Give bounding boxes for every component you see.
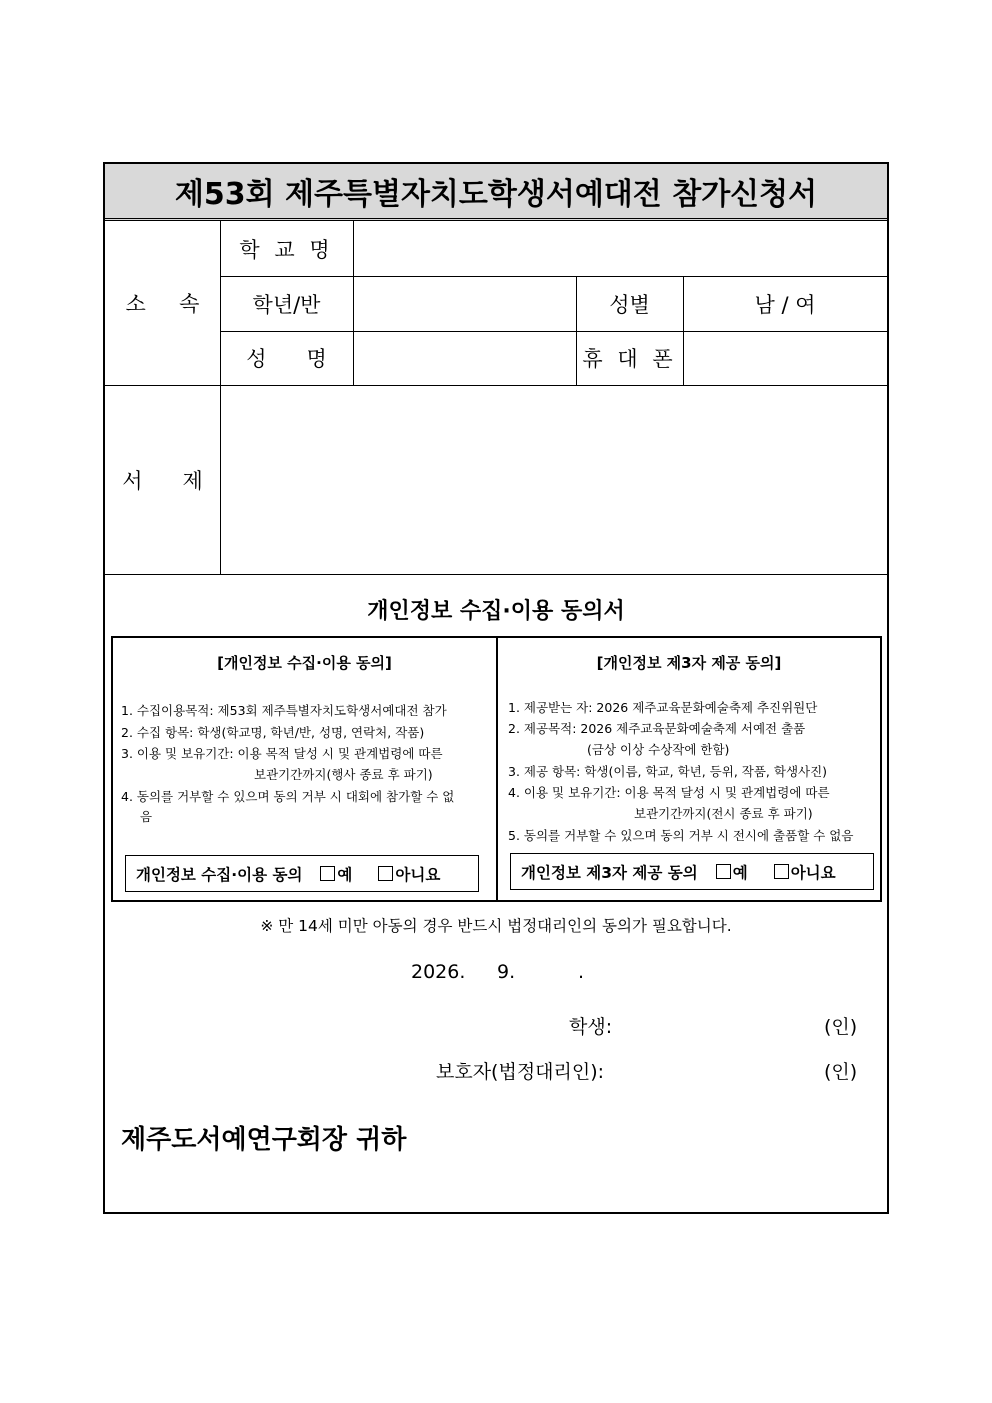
grade-class-field[interactable] [353, 276, 576, 331]
agree-yes-option[interactable] [320, 863, 352, 885]
agree-label: 개인정보 수집·이용 동의 [136, 865, 303, 884]
name-field[interactable] [353, 331, 576, 385]
work-title-label: 서 제 [122, 468, 203, 493]
school-name-field[interactable] [353, 221, 887, 276]
consent-item: 보관기간까지(행사 종료 후 파기) [254, 767, 433, 782]
consent-item: 1. 제공받는 자: 2026 제주교육문화예술축제 추진위원단 [508, 700, 818, 715]
checkbox-icon[interactable] [320, 866, 335, 881]
consent-item: 음 [140, 809, 153, 824]
guardian-signature-label: 보호자(법정대리인): [436, 1061, 605, 1083]
consent-box-third-party [496, 636, 882, 902]
checkbox-icon[interactable] [378, 866, 393, 881]
agree-no-option[interactable] [774, 861, 836, 883]
consent-box-collection [111, 636, 498, 902]
guardian-seal[interactable]: (인) [824, 1061, 858, 1083]
guardian-notice: ※ 만 14세 미만 아동의 경우 반드시 법정대리인의 동의가 필요합니다. [260, 917, 732, 935]
gender-label: 성별 [609, 292, 650, 317]
consent-agree-row [125, 855, 479, 892]
consent-box-title: [개인정보 수집·이용 동의] [217, 654, 392, 672]
consent-item: 5. 동의를 거부할 수 있으며 동의 거부 시 전시에 출품할 수 없음 [508, 828, 854, 843]
grade-class-label: 학년/반 [252, 292, 321, 317]
consent-heading: 개인정보 수집·이용 동의서 [367, 599, 625, 624]
consent-item: 보관기간까지(전시 종료 후 파기) [634, 806, 813, 821]
row-divider [105, 574, 887, 575]
application-form [103, 162, 889, 1214]
consent-box-title: [개인정보 제3자 제공 동의] [596, 654, 782, 672]
name-label: 성 명 [246, 347, 327, 371]
consent-item: 4. 동의를 거부할 수 있으며 동의 거부 시 대회에 참가할 수 없 [121, 789, 455, 804]
gender-value[interactable]: 남 / 여 [754, 292, 816, 317]
agree-label: 개인정보 제3자 제공 동의 [521, 863, 698, 882]
affiliation-label: 소 속 [125, 292, 200, 316]
school-name-label: 학 교 명 [239, 237, 334, 262]
agree-no-label: 아니요 [395, 865, 441, 884]
date-month: 9. [497, 961, 516, 983]
phone-label: 휴 대 폰 [582, 347, 677, 371]
date-year: 2026. [411, 961, 466, 983]
consent-item: 2. 제공목적: 2026 제주교육문화예술축제 서예전 출품 [508, 721, 806, 736]
consent-item: 4. 이용 및 보유기간: 이용 목적 달성 시 및 관계법령에 따른 [508, 785, 830, 800]
consent-agree-row [510, 853, 874, 890]
consent-item: 3. 제공 항목: 학생(이름, 학교, 학년, 등위, 작품, 학생사진) [508, 764, 828, 779]
agree-yes-option[interactable] [716, 861, 748, 883]
agree-yes-label: 예 [337, 865, 353, 884]
form-title: 제53회 제주특별자치도학생서예대전 참가신청서 [105, 164, 887, 221]
consent-item: 1. 수집이용목적: 제53회 제주특별자치도학생서예대전 참가 [121, 703, 447, 718]
agree-yes-label: 예 [732, 863, 748, 882]
checkbox-icon[interactable] [716, 864, 731, 879]
consent-item: 3. 이용 및 보유기간: 이용 목적 달성 시 및 관계법령에 따른 [121, 746, 443, 761]
checkbox-icon[interactable] [774, 864, 789, 879]
addressee: 제주도서예연구회장 귀하 [121, 1125, 407, 1155]
date-day: . [578, 961, 585, 983]
consent-item: 2. 수집 항목: 학생(학교명, 학년/반, 성명, 연락처, 작품) [121, 725, 425, 740]
agree-no-label: 아니요 [790, 863, 836, 882]
phone-field[interactable] [683, 331, 887, 385]
work-title-field[interactable] [221, 385, 887, 574]
student-seal[interactable]: (인) [824, 1016, 858, 1038]
agree-no-option[interactable] [378, 863, 440, 885]
consent-item: (금상 이상 수상작에 한함) [587, 742, 730, 757]
student-signature-label: 학생: [569, 1016, 613, 1038]
